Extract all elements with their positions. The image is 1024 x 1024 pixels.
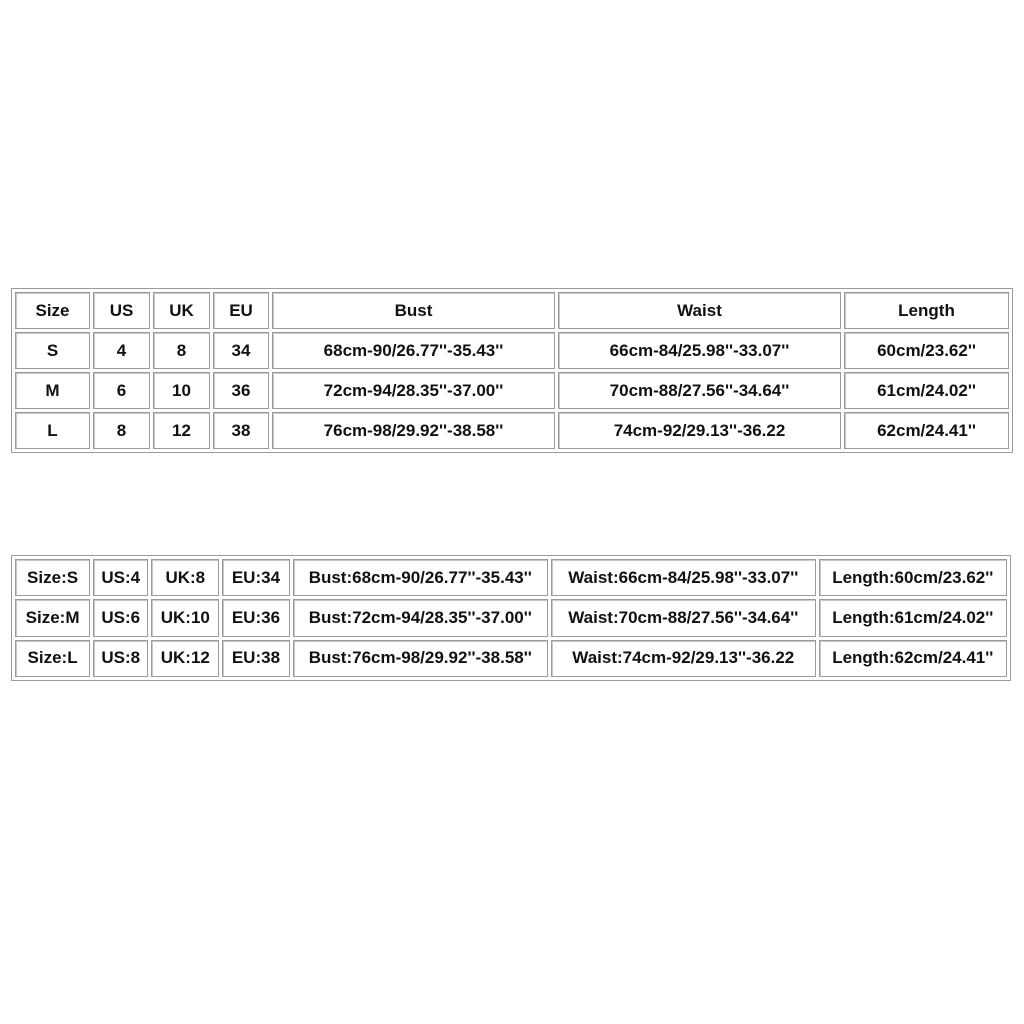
cell-bust: 72cm-94/28.35''-37.00'': [272, 372, 555, 409]
cell-eu: 38: [213, 412, 269, 449]
header-bust: Bust: [272, 292, 555, 329]
cell-waist: 70cm-88/27.56''-34.64'': [558, 372, 841, 409]
cell-length: Length:61cm/24.02'': [819, 599, 1007, 636]
header-eu: EU: [213, 292, 269, 329]
cell-size: Size:M: [15, 599, 90, 636]
header-length: Length: [844, 292, 1009, 329]
cell-bust: 68cm-90/26.77''-35.43'': [272, 332, 555, 369]
header-row: [15, 292, 1009, 329]
cell-waist: Waist:70cm-88/27.56''-34.64'': [551, 599, 816, 636]
cell-size: M: [15, 372, 90, 409]
header-size: Size: [15, 292, 90, 329]
header-us: US: [93, 292, 150, 329]
cell-uk: UK:8: [151, 559, 219, 596]
table-row: [15, 332, 1009, 369]
size-chart-table-inline: [11, 555, 1011, 681]
cell-uk: UK:10: [151, 599, 219, 636]
cell-length: 62cm/24.41'': [844, 412, 1009, 449]
cell-length: Length:60cm/23.62'': [819, 559, 1007, 596]
header-waist: Waist: [558, 292, 841, 329]
cell-us: US:4: [93, 559, 148, 596]
cell-uk: 10: [153, 372, 210, 409]
cell-eu: 34: [213, 332, 269, 369]
cell-length: 61cm/24.02'': [844, 372, 1009, 409]
table-row: [15, 640, 1007, 677]
cell-us: US:6: [93, 599, 148, 636]
cell-size: Size:S: [15, 559, 90, 596]
cell-size: L: [15, 412, 90, 449]
cell-us: US:8: [93, 640, 148, 677]
table-row: [15, 559, 1007, 596]
cell-eu: EU:36: [222, 599, 289, 636]
cell-uk: 8: [153, 332, 210, 369]
cell-bust: Bust:76cm-98/29.92''-38.58'': [293, 640, 549, 677]
cell-us: 6: [93, 372, 150, 409]
cell-length: Length:62cm/24.41'': [819, 640, 1007, 677]
cell-size: S: [15, 332, 90, 369]
size-chart-table-columns: [11, 288, 1013, 453]
cell-bust: Bust:68cm-90/26.77''-35.43'': [293, 559, 549, 596]
cell-us: 8: [93, 412, 150, 449]
table-row: [15, 372, 1009, 409]
cell-waist: Waist:66cm-84/25.98''-33.07'': [551, 559, 816, 596]
cell-uk: 12: [153, 412, 210, 449]
cell-eu: 36: [213, 372, 269, 409]
cell-uk: UK:12: [151, 640, 219, 677]
table-row: [15, 412, 1009, 449]
cell-bust: Bust:72cm-94/28.35''-37.00'': [293, 599, 549, 636]
cell-us: 4: [93, 332, 150, 369]
header-uk: UK: [153, 292, 210, 329]
cell-eu: EU:38: [222, 640, 289, 677]
cell-waist: Waist:74cm-92/29.13''-36.22: [551, 640, 816, 677]
table-row: [15, 599, 1007, 636]
cell-bust: 76cm-98/29.92''-38.58'': [272, 412, 555, 449]
cell-length: 60cm/23.62'': [844, 332, 1009, 369]
cell-waist: 74cm-92/29.13''-36.22: [558, 412, 841, 449]
cell-waist: 66cm-84/25.98''-33.07'': [558, 332, 841, 369]
cell-eu: EU:34: [222, 559, 289, 596]
cell-size: Size:L: [15, 640, 90, 677]
